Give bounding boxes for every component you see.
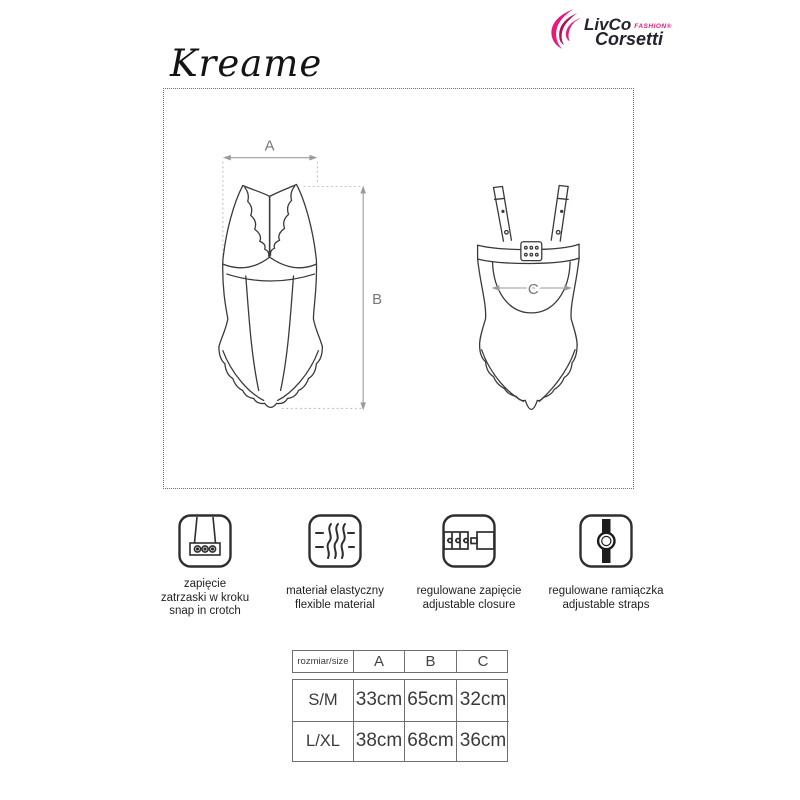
front-view-drawing — [219, 185, 322, 408]
feature-caption-line: regulowane zapięcie — [416, 585, 522, 597]
feature-caption-line: zatrzaski w kroku — [160, 591, 250, 604]
feature-caption — [161, 578, 249, 619]
size-table-header-cell: C — [456, 651, 509, 672]
feature-caption-line: snap in crotch — [169, 605, 241, 617]
feature-caption — [286, 585, 384, 612]
adjustable-straps-icon — [579, 514, 633, 568]
size-value-cell: 33cm — [353, 680, 404, 721]
size-table-header-cell: A — [353, 651, 404, 672]
brand-logo — [546, 8, 672, 50]
size-value-cell: 36cm — [456, 721, 509, 762]
dimension-b-arrow — [360, 186, 382, 411]
dimension-b-label: B — [372, 290, 383, 308]
brand-name-top: LivCo — [584, 15, 632, 34]
brand-name-bottom: Corsetti — [595, 29, 664, 49]
flexible-material-icon — [308, 514, 362, 568]
size-value-cell: 65cm — [404, 680, 456, 721]
size-table-body — [292, 679, 508, 762]
size-diagram-box — [163, 88, 634, 489]
size-table-header-cell: B — [404, 651, 456, 672]
dimension-a-label: A — [264, 137, 275, 155]
size-value-cell: 68cm — [404, 721, 456, 762]
dimension-c-label: C — [527, 280, 539, 298]
feature-caption-line: regulowane ramiączka — [548, 585, 664, 597]
adjustable-closure-icon — [442, 514, 496, 568]
size-row-label: S/M — [308, 690, 338, 709]
dimension-c-arrow — [492, 281, 573, 298]
size-value-cell: 32cm — [456, 680, 509, 721]
size-table-header — [292, 650, 508, 673]
logo-swirl-icon — [546, 8, 582, 50]
size-row-label: L/XL — [293, 721, 353, 762]
feature-caption-line: flexible material — [295, 598, 375, 611]
brand-fashion-label: FASHION® — [634, 22, 672, 30]
feature-caption-line: adjustable closure — [422, 598, 516, 611]
feature-caption-line: materiał elastyczny — [286, 585, 384, 597]
size-table-header-cell: rozmiar/size — [297, 656, 349, 667]
brand-text — [584, 8, 672, 48]
size-value-cell: 38cm — [353, 721, 404, 762]
garment-technical-drawing — [164, 89, 632, 487]
feature-caption-line: zapięcie — [183, 578, 227, 590]
feature-caption-line: adjustable straps — [562, 598, 650, 611]
feature-adjustable-straps — [521, 514, 691, 612]
dimension-a-arrow — [223, 138, 318, 161]
product-title: Kreame — [170, 42, 323, 85]
feature-caption — [548, 585, 663, 612]
feature-caption — [417, 585, 522, 612]
snap-crotch-icon — [178, 514, 232, 568]
